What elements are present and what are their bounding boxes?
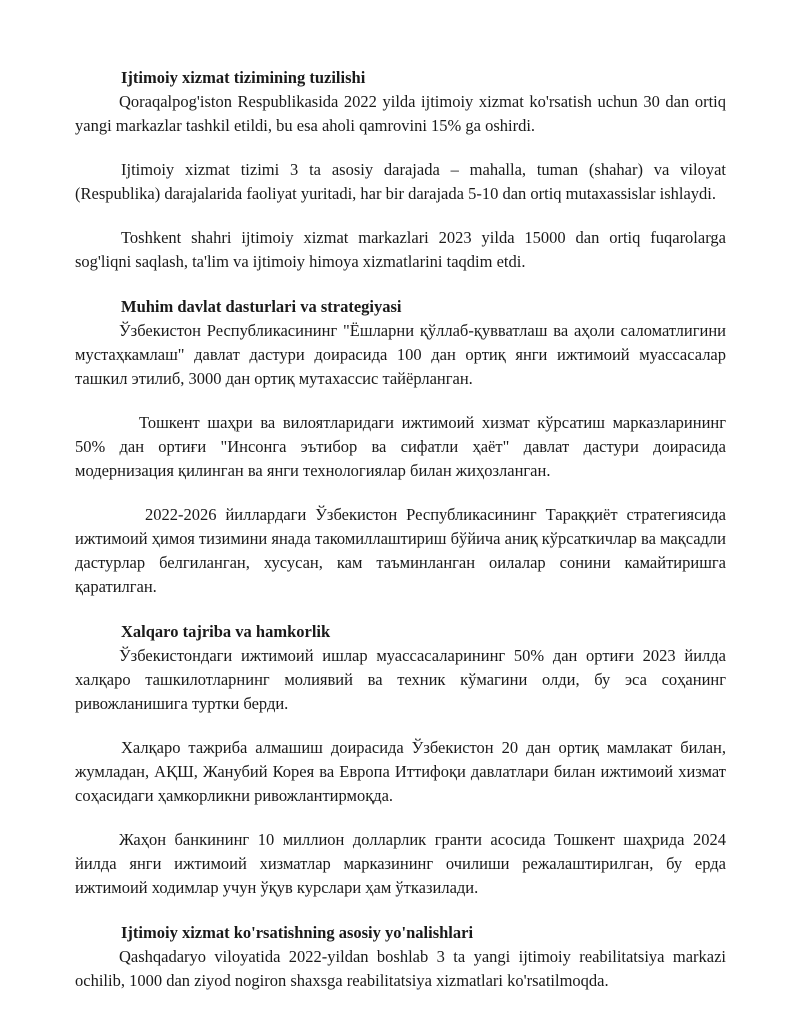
paragraph: Халқаро тажриба алмашиш доирасида Ўзбекистон 20 дан ортиқ мамлакат билан, жумладан, АҚШ, Жанубий Корея ва Европа Иттифоқи давлатлари билан ижтимоий хизмат соҳасидаги ҳамкорликни ривожлантирмоқда. bbox=[75, 738, 726, 805]
section-heading: Ijtimoiy xizmat tizimining tuzilishi bbox=[121, 68, 366, 87]
section-heading: Muhim davlat dasturlari va strategiyasi bbox=[121, 297, 402, 316]
section-directions bbox=[75, 921, 726, 993]
section-international bbox=[75, 620, 726, 900]
paragraph: Qashqadaryo viloyatida 2022-yildan boshlab 3 ta yangi ijtimoiy reabilitatsiya markazi ochilib, 1000 dan ziyod nogiron shaxsga reabilitatsiya xizmatlari ko'rsatilmoqda. bbox=[75, 947, 726, 990]
paragraph: Ўзбекистон Республикасининг "Ёшларни қўллаб-қувватлаш ва аҳоли саломатлигини мустаҳкамлаш" давлат дастури доирасида 100 дан ортиқ янги ижтимоий муассасалар ташкил этилиб, 3000 дан ортиқ мутахассис тайёрланган. bbox=[75, 321, 726, 388]
paragraph: Ўзбекистондаги ижтимоий ишлар муассасаларининг 50% дан ортиғи 2023 йилда халқаро ташкилотларнинг молиявий ва техник кўмагини олди, бу эса соҳанинг ривожланишига туртки берди. bbox=[75, 646, 726, 713]
section-heading: Xalqaro tajriba va hamkorlik bbox=[121, 622, 331, 641]
paragraph: 2022-2026 йиллардаги Ўзбекистон Республикасининг Тараққиёт стратегиясида ижтимоий ҳимоя тизимини янада такомиллаштириш бўйича аниқ кўрсаткичлар ва мақсадли дастурлар белгиланган, хусусан, кам таъминланган оилалар сонини камайтиришга қаратилган. bbox=[75, 505, 726, 596]
paragraph: Тошкент шаҳри ва вилоятларидаги ижтимоий хизмат кўрсатиш марказларининг 50% дан ортиғи "Инсонга эътибор ва сифатли ҳаёт" давлат дастури доирасида модернизация қилинган ва янги технологиялар билан жиҳозланган. bbox=[75, 413, 726, 480]
paragraph: Ijtimoiy xizmat tizimi 3 ta asosiy darajada – mahalla, tuman (shahar) va viloyat (Respublika) darajalarida faoliyat yuritadi, har bir darajada 5-10 dan ortiq mutaxassislar ishlaydi. bbox=[75, 160, 726, 203]
paragraph: Жаҳон банкининг 10 миллион долларлик гранти асосида Тошкент шаҳрида 2024 йилда янги ижтимоий хизматлар марказининг очилиши режалаштирилган, бу ерда ижтимоий ходимлар учун ўқув курслари ҳам ўтказилади. bbox=[75, 830, 726, 897]
paragraph: Toshkent shahri ijtimoiy xizmat markazlari 2023 yilda 15000 dan ortiq fuqarolarga sog'liqni saqlash, ta'lim va ijtimoiy himoya xizmatlarini taqdim etdi. bbox=[75, 228, 726, 271]
paragraph: Qoraqalpog'iston Respublikasida 2022 yilda ijtimoiy xizmat ko'rsatish uchun 30 dan ortiq yangi markazlar tashkil etildi, bu esa aholi qamrovini 15% ga oshirdi. bbox=[75, 92, 726, 135]
section-heading: Ijtimoiy xizmat ko'rsatishning asosiy yo'nalishlari bbox=[121, 923, 474, 942]
section-programs bbox=[75, 295, 726, 599]
section-structure bbox=[75, 66, 726, 274]
